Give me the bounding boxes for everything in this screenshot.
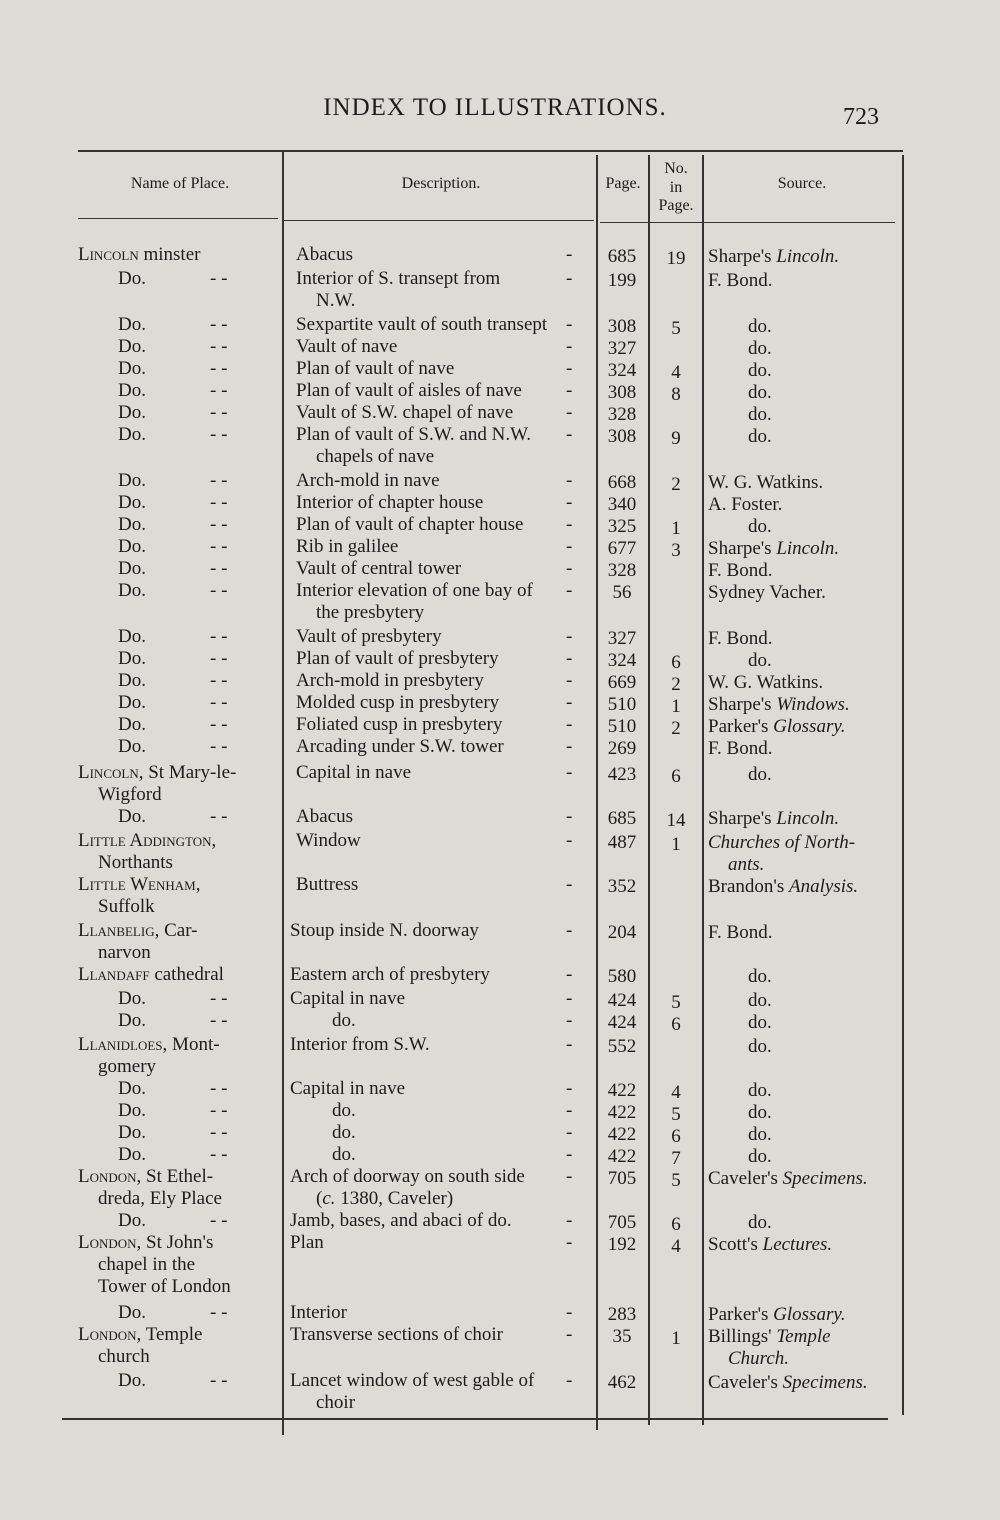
row-place: Do. [118, 536, 146, 557]
row-place-dashes: - - [210, 536, 228, 557]
row-place-dashes: - - [210, 670, 228, 691]
row-number: 1 [671, 696, 681, 717]
row-source: do. [748, 316, 772, 337]
row-leader: - [566, 1324, 573, 1345]
row-leader: - [566, 1166, 573, 1187]
row-place-cont: gomery [98, 1056, 157, 1077]
row-place-dashes: - - [210, 1302, 228, 1323]
row-place: Do. [118, 806, 146, 827]
row-page: 552 [607, 1036, 637, 1057]
row-place-dashes: - - [210, 714, 228, 735]
row-source: do. [748, 764, 772, 785]
row-page: 199 [607, 270, 637, 291]
col-rule-1 [282, 150, 284, 1435]
row-place: Llandaff cathedral [78, 964, 224, 985]
row-page: 340 [607, 494, 637, 515]
row-leader: - [566, 736, 573, 757]
row-page: 327 [607, 338, 637, 359]
row-leader: - [566, 1210, 573, 1231]
row-description: Capital in nave [290, 988, 406, 1009]
row-place-dashes: - - [210, 268, 228, 289]
row-page: 283 [607, 1304, 637, 1325]
row-description: Capital in nave [296, 762, 412, 783]
row-leader: - [566, 1100, 573, 1121]
row-place: Do. [118, 402, 146, 423]
row-place-dashes: - - [210, 580, 228, 601]
header-bottom-rule-2 [284, 220, 594, 221]
row-description: Lancet window of west gable of [290, 1370, 535, 1391]
row-number: 5 [671, 1170, 681, 1191]
row-number: 6 [671, 652, 681, 673]
row-description-cont: choir [316, 1392, 356, 1413]
row-place-dashes: - - [210, 314, 228, 335]
row-source: Caveler's Specimens. [708, 1372, 868, 1393]
row-source: do. [748, 990, 772, 1011]
row-number: 8 [671, 384, 681, 405]
row-source: Sharpe's Lincoln. [708, 808, 840, 829]
row-place-dashes: - - [210, 470, 228, 491]
row-source: Billings' Temple [708, 1326, 831, 1347]
row-place: Do. [118, 1302, 146, 1323]
row-description: Interior of chapter house [296, 492, 484, 513]
row-source: do. [748, 382, 772, 403]
row-description: do. [332, 1100, 356, 1121]
row-place: Do. [118, 314, 146, 335]
row-place: Llanidloes, Mont- [78, 1034, 220, 1055]
row-leader: - [566, 1144, 573, 1165]
row-description: Foliated cusp in presbytery [296, 714, 503, 735]
row-source: F. Bond. [708, 628, 773, 649]
row-source: do. [748, 650, 772, 671]
row-source: do. [748, 1212, 772, 1233]
row-number: 1 [671, 518, 681, 539]
row-leader: - [566, 314, 573, 335]
header-no-2: in [669, 179, 683, 196]
header-source: Source. [777, 175, 827, 192]
row-place: Do. [118, 492, 146, 513]
col-rule-5 [902, 155, 904, 1415]
row-description: Arch of doorway on south side [290, 1166, 525, 1187]
row-place: Llanbelig, Car- [78, 920, 198, 941]
row-source: A. Foster. [708, 494, 783, 515]
header-page: Page. [605, 175, 641, 192]
row-number: 7 [671, 1148, 681, 1169]
row-leader: - [566, 670, 573, 691]
row-description: Interior of S. transept from [296, 268, 501, 289]
row-description: Interior elevation of one bay of [296, 580, 533, 601]
header-bottom-rule [78, 218, 278, 219]
row-description-cont: the presbytery [316, 602, 425, 623]
row-place: Do. [118, 1144, 146, 1165]
row-page: 327 [607, 628, 637, 649]
row-place-cont: Wigford [98, 784, 162, 805]
row-page: 677 [607, 538, 637, 559]
row-number: 2 [671, 474, 681, 495]
row-number: 6 [671, 1214, 681, 1235]
row-place-dashes: - - [210, 988, 228, 1009]
row-leader: - [566, 1078, 573, 1099]
row-place: Do. [118, 1122, 146, 1143]
header-place: Name of Place. [130, 175, 230, 192]
row-description: Molded cusp in presbytery [296, 692, 500, 713]
header-no-1: No. [664, 160, 688, 177]
row-leader: - [566, 380, 573, 401]
row-page: 685 [607, 246, 637, 267]
row-leader: - [566, 762, 573, 783]
row-description: Interior from S.W. [290, 1034, 430, 1055]
row-place-dashes: - - [210, 806, 228, 827]
row-leader: - [566, 806, 573, 827]
row-source: W. G. Watkins. [708, 472, 824, 493]
row-number: 6 [671, 766, 681, 787]
row-description: do. [332, 1144, 356, 1165]
row-source: do. [748, 1102, 772, 1123]
row-page: 668 [607, 472, 637, 493]
row-source-cont: Church. [728, 1348, 790, 1369]
row-place: London, Temple [78, 1324, 203, 1345]
row-place-dashes: - - [210, 1010, 228, 1031]
row-page: 352 [607, 876, 637, 897]
row-place: Do. [118, 1210, 146, 1231]
row-source: do. [748, 426, 772, 447]
row-source-cont: ants. [728, 854, 765, 875]
row-description: Plan [290, 1232, 324, 1253]
row-place: Do. [118, 648, 146, 669]
row-description: Eastern arch of presbytery [290, 964, 490, 985]
row-place-dashes: - - [210, 380, 228, 401]
row-leader: - [566, 470, 573, 491]
row-page: 422 [607, 1080, 637, 1101]
row-leader: - [566, 830, 573, 851]
row-leader: - [566, 714, 573, 735]
row-page: 424 [607, 1012, 637, 1033]
row-place-cont: Tower of London [98, 1276, 231, 1297]
row-source: do. [748, 1146, 772, 1167]
row-source: Parker's Glossary. [708, 1304, 846, 1325]
row-page: 269 [607, 738, 637, 759]
row-leader: - [566, 536, 573, 557]
row-source: do. [748, 404, 772, 425]
row-place-dashes: - - [210, 626, 228, 647]
row-place-dashes: - - [210, 514, 228, 535]
page-number: 723 [843, 104, 879, 130]
row-place-dashes: - - [210, 1122, 228, 1143]
row-leader: - [566, 1122, 573, 1143]
row-leader: - [566, 268, 573, 289]
row-description: Abacus [296, 806, 353, 827]
row-description: Vault of nave [296, 336, 398, 357]
row-place-cont: narvon [98, 942, 151, 963]
row-place-cont: Suffolk [98, 896, 155, 917]
row-leader: - [566, 648, 573, 669]
row-source: Sharpe's Lincoln. [708, 246, 840, 267]
row-place-cont: church [98, 1346, 150, 1367]
row-source: Parker's Glossary. [708, 716, 846, 737]
row-place: Do. [118, 1100, 146, 1121]
row-place-dashes: - - [210, 358, 228, 379]
row-place: Do. [118, 336, 146, 357]
row-place: Do. [118, 268, 146, 289]
row-page: 705 [607, 1168, 637, 1189]
header-description: Description. [401, 175, 481, 192]
row-leader: - [566, 1370, 573, 1391]
row-number: 4 [671, 362, 681, 383]
row-number: 5 [671, 1104, 681, 1125]
row-place-dashes: - - [210, 648, 228, 669]
row-page: 328 [607, 560, 637, 581]
row-place-cont: chapel in the [98, 1254, 196, 1275]
row-description-cont: chapels of nave [316, 446, 435, 467]
row-source: do. [748, 516, 772, 537]
row-place: Do. [118, 580, 146, 601]
row-page: 510 [607, 716, 637, 737]
row-leader: - [566, 1302, 573, 1323]
col-rule-4 [702, 155, 704, 1425]
row-leader: - [566, 358, 573, 379]
row-description: do. [332, 1010, 356, 1031]
row-place: Do. [118, 470, 146, 491]
row-page: 424 [607, 990, 637, 1011]
row-place-dashes: - - [210, 402, 228, 423]
row-place: Do. [118, 736, 146, 757]
row-place: Do. [118, 626, 146, 647]
row-description: Jamb, bases, and abaci of do. [290, 1210, 512, 1231]
row-page: 422 [607, 1102, 637, 1123]
row-source: Brandon's Analysis. [708, 876, 859, 897]
row-description: Plan of vault of S.W. and N.W. [296, 424, 532, 445]
row-place: Do. [118, 714, 146, 735]
row-page: 204 [607, 922, 637, 943]
row-number: 2 [671, 718, 681, 739]
row-place-cont: dreda, Ely Place [98, 1188, 222, 1209]
header-no-3: Page. [658, 197, 694, 214]
row-source: do. [748, 966, 772, 987]
row-place: London, St John's [78, 1232, 214, 1253]
row-page: 35 [612, 1326, 632, 1347]
row-page: 308 [607, 426, 637, 447]
row-place: Do. [118, 380, 146, 401]
row-leader: - [566, 1034, 573, 1055]
row-description: Plan of vault of presbytery [296, 648, 499, 669]
row-place: Do. [118, 424, 146, 445]
row-leader: - [566, 336, 573, 357]
row-place: Do. [118, 692, 146, 713]
row-page: 462 [607, 1372, 637, 1393]
row-leader: - [566, 626, 573, 647]
row-place-dashes: - - [210, 1210, 228, 1231]
row-page: 56 [612, 582, 632, 603]
row-description-cont: N.W. [316, 290, 356, 311]
row-source: do. [748, 338, 772, 359]
row-place: Lincoln minster [78, 244, 201, 265]
row-place: Little Addington, [78, 830, 217, 851]
row-number: 9 [671, 428, 681, 449]
row-source: Churches of North- [708, 832, 856, 853]
row-place-dashes: - - [210, 736, 228, 757]
row-page: 510 [607, 694, 637, 715]
row-source: Caveler's Specimens. [708, 1168, 868, 1189]
row-place-dashes: - - [210, 1370, 228, 1391]
row-place-dashes: - - [210, 1078, 228, 1099]
row-source: W. G. Watkins. [708, 672, 824, 693]
row-number: 3 [671, 540, 681, 561]
row-description: Capital in nave [290, 1078, 406, 1099]
row-number: 2 [671, 674, 681, 695]
row-description: Buttress [296, 874, 359, 895]
row-leader: - [566, 424, 573, 445]
row-source: do. [748, 1012, 772, 1033]
table-bottom-rule [62, 1418, 888, 1420]
row-description: Plan of vault of chapter house [296, 514, 524, 535]
row-leader: - [566, 964, 573, 985]
row-number: 5 [671, 992, 681, 1013]
row-place: London, St Ethel- [78, 1166, 214, 1187]
row-description: Arch-mold in presbytery [296, 670, 484, 691]
row-description: Vault of S.W. chapel of nave [296, 402, 514, 423]
row-place-dashes: - - [210, 1100, 228, 1121]
row-number: 6 [671, 1014, 681, 1035]
row-source: Scott's Lectures. [708, 1234, 833, 1255]
row-description: Rib in galilee [296, 536, 399, 557]
row-description: Arcading under S.W. tower [296, 736, 504, 757]
row-page: 308 [607, 382, 637, 403]
row-number: 4 [671, 1236, 681, 1257]
row-leader: - [566, 558, 573, 579]
row-leader: - [566, 244, 573, 265]
row-page: 580 [607, 966, 637, 987]
row-number: 5 [671, 318, 681, 339]
row-place-dashes: - - [210, 1144, 228, 1165]
row-place-cont: Northants [98, 852, 173, 873]
row-leader: - [566, 492, 573, 513]
row-leader: - [566, 402, 573, 423]
row-leader: - [566, 1232, 573, 1253]
row-place-dashes: - - [210, 692, 228, 713]
row-leader: - [566, 580, 573, 601]
row-description: Interior [290, 1302, 347, 1323]
row-description: Transverse sections of choir [290, 1324, 504, 1345]
row-place-dashes: - - [210, 336, 228, 357]
row-page: 324 [607, 650, 637, 671]
row-number: 14 [666, 810, 686, 831]
row-source: do. [748, 1080, 772, 1101]
row-source: F. Bond. [708, 922, 773, 943]
row-source: Sharpe's Lincoln. [708, 538, 840, 559]
row-description: Window [296, 830, 361, 851]
row-source: F. Bond. [708, 738, 773, 759]
row-place: Do. [118, 1010, 146, 1031]
row-place: Little Wenham, [78, 874, 201, 895]
row-place: Do. [118, 670, 146, 691]
row-description: Plan of vault of aisles of nave [296, 380, 522, 401]
row-source: Sharpe's Windows. [708, 694, 850, 715]
row-description: Vault of central tower [296, 558, 462, 579]
row-page: 422 [607, 1124, 637, 1145]
row-leader: - [566, 692, 573, 713]
row-page: 669 [607, 672, 637, 693]
row-description-cont: (c. 1380, Caveler) [316, 1188, 454, 1209]
page-title: INDEX TO ILLUSTRATIONS. [323, 94, 667, 121]
row-page: 487 [607, 832, 637, 853]
row-page: 423 [607, 764, 637, 785]
row-source: do. [748, 1036, 772, 1057]
row-place-dashes: - - [210, 492, 228, 513]
row-leader: - [566, 988, 573, 1009]
header-bottom-rule-3 [600, 222, 895, 223]
row-number: 4 [671, 1082, 681, 1103]
row-page: 192 [607, 1234, 637, 1255]
row-page: 328 [607, 404, 637, 425]
row-source: F. Bond. [708, 560, 773, 581]
row-source: do. [748, 360, 772, 381]
row-place: Do. [118, 988, 146, 1009]
row-place: Do. [118, 558, 146, 579]
row-place: Do. [118, 358, 146, 379]
row-leader: - [566, 1010, 573, 1031]
row-place-dashes: - - [210, 424, 228, 445]
row-page: 705 [607, 1212, 637, 1233]
table-top-rule [78, 150, 903, 152]
row-description: Plan of vault of nave [296, 358, 455, 379]
row-description: Sexpartite vault of south transept [296, 314, 548, 335]
row-description: Arch-mold in nave [296, 470, 440, 491]
row-description: Stoup inside N. doorway [290, 920, 479, 941]
row-page: 308 [607, 316, 637, 337]
row-place-dashes: - - [210, 558, 228, 579]
row-leader: - [566, 920, 573, 941]
row-place: Do. [118, 1370, 146, 1391]
row-description: Abacus [296, 244, 353, 265]
row-source: do. [748, 1124, 772, 1145]
row-number: 6 [671, 1126, 681, 1147]
row-source: F. Bond. [708, 270, 773, 291]
row-source: Sydney Vacher. [708, 582, 826, 603]
row-page: 325 [607, 516, 637, 537]
row-number: 1 [671, 834, 681, 855]
row-place: Lincoln, St Mary-le- [78, 762, 237, 783]
row-place: Do. [118, 1078, 146, 1099]
row-number: 1 [671, 1328, 681, 1349]
row-description: do. [332, 1122, 356, 1143]
row-leader: - [566, 514, 573, 535]
row-place: Do. [118, 514, 146, 535]
row-page: 685 [607, 808, 637, 829]
row-number: 19 [666, 248, 686, 269]
row-page: 324 [607, 360, 637, 381]
row-leader: - [566, 874, 573, 895]
row-page: 422 [607, 1146, 637, 1167]
row-description: Vault of presbytery [296, 626, 442, 647]
